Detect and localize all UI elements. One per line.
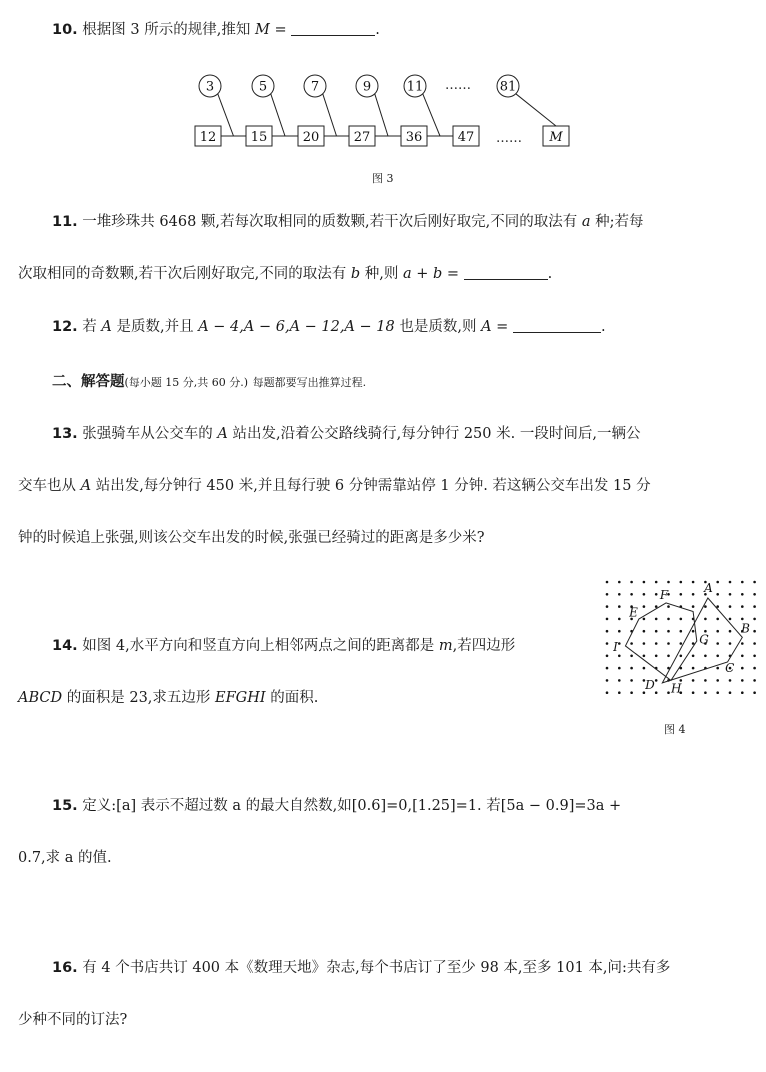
fig4-grid-dot bbox=[606, 630, 609, 633]
q13-text3: 钟的时候追上张强,则该公交车出发的时候,张强已经骑过的距离是多少米? bbox=[18, 530, 485, 546]
fig4-grid-dot bbox=[704, 679, 707, 682]
fig4-grid-dot bbox=[716, 618, 719, 621]
q12-A: A bbox=[101, 319, 112, 335]
fig4-grid-dot bbox=[692, 593, 695, 596]
fig3-circle-label: 5 bbox=[258, 79, 268, 95]
fig4-vertex-label: G bbox=[699, 632, 709, 647]
fig4-grid-dot bbox=[692, 679, 695, 682]
q12-end: . bbox=[600, 319, 606, 335]
fig4-grid-dot bbox=[753, 630, 756, 633]
fig4-grid-dot bbox=[643, 642, 646, 645]
fig3-square-label: 20 bbox=[302, 130, 320, 145]
q10-end: . bbox=[375, 22, 380, 38]
fig4-grid-dot bbox=[630, 593, 633, 596]
fig4-grid-dot bbox=[618, 691, 621, 694]
fig4-grid-dot bbox=[704, 691, 707, 694]
q12-eq: A = bbox=[481, 319, 509, 335]
q14-text1b: ,若四边形 bbox=[452, 638, 516, 654]
fig4-grid-dot bbox=[692, 581, 695, 584]
fig4-grid-dot bbox=[729, 642, 732, 645]
fig4-grid-dot bbox=[692, 691, 695, 694]
fig4-grid-dot bbox=[643, 630, 646, 633]
fig4-vertex-label: B bbox=[741, 621, 750, 636]
q13-A: A bbox=[217, 426, 228, 442]
q11-end: . bbox=[547, 266, 553, 282]
q12-line bbox=[52, 315, 606, 336]
fig4-grid-dot bbox=[741, 667, 744, 670]
q16-text1: 有 4 个书店共订 400 本《数理天地》杂志,每个书店订了至少 98 本,至多 101 本,问:共有多 bbox=[82, 960, 671, 976]
fig4-grid-dot bbox=[606, 642, 609, 645]
fig4-grid-dot bbox=[753, 679, 756, 682]
fig4-grid-dot bbox=[667, 618, 670, 621]
fig4-grid-dot bbox=[753, 581, 756, 584]
fig3-diagonal bbox=[271, 94, 285, 136]
section2-title: 二、解答题 bbox=[52, 373, 125, 390]
fig4-grid-dot bbox=[667, 605, 670, 608]
section2-note: (每小题 15 分,共 60 分.) bbox=[124, 376, 249, 389]
fig3-square-label: 27 bbox=[353, 130, 371, 145]
q14-line1 bbox=[52, 634, 515, 655]
q13-A2: A bbox=[80, 478, 92, 494]
fig4-grid-dot bbox=[618, 630, 621, 633]
fig4-grid-dot bbox=[704, 655, 707, 658]
fig4-grid-dot bbox=[655, 593, 658, 596]
q11-var-b: b bbox=[350, 266, 361, 282]
q13-text2a: 交车也从 bbox=[18, 478, 76, 494]
q11-line1 bbox=[52, 210, 644, 231]
fig4-grid-dot bbox=[643, 618, 646, 621]
q11-expr: a + b = bbox=[402, 266, 460, 282]
fig4-grid-dot bbox=[680, 618, 683, 621]
fig4-grid-dot bbox=[716, 691, 719, 694]
fig3-ellipsis-bottom: …… bbox=[496, 131, 522, 146]
fig3-diagonal bbox=[375, 94, 388, 136]
fig4-grid-dot bbox=[753, 642, 756, 645]
fig4-grid-dot bbox=[753, 605, 756, 608]
fig3-diagonal bbox=[516, 94, 556, 126]
fig4-grid-dot bbox=[753, 691, 756, 694]
fig4-grid-dot bbox=[618, 605, 621, 608]
fig4-grid-dot bbox=[630, 691, 633, 694]
fig4-grid-dot bbox=[618, 581, 621, 584]
fig4-grid-dot bbox=[753, 618, 756, 621]
q13-line3 bbox=[18, 526, 485, 547]
fig4-grid-dot bbox=[704, 605, 707, 608]
fig4-grid-dot bbox=[606, 679, 609, 682]
q10-eq: = bbox=[274, 22, 287, 38]
q10-line bbox=[52, 18, 380, 39]
fig4-grid-dot bbox=[716, 642, 719, 645]
q14-number: 14. bbox=[52, 638, 78, 654]
fig3-caption: 图 3 bbox=[372, 172, 394, 185]
fig4-grid-dot bbox=[667, 630, 670, 633]
q16-text2: 少种不同的订法? bbox=[18, 1012, 128, 1028]
q13-text1b: 站出发,沿着公交路线骑行,每分钟行 250 米. 一段时间后,一辆公 bbox=[232, 426, 641, 442]
fig4-grid-dot bbox=[655, 679, 658, 682]
fig4-grid-dot bbox=[741, 593, 744, 596]
fig4-grid-dot bbox=[630, 642, 633, 645]
fig4-grid-dot bbox=[729, 581, 732, 584]
q10-number: 10. bbox=[52, 22, 78, 38]
fig4-grid-dot bbox=[630, 655, 633, 658]
q14-m: m bbox=[438, 638, 453, 654]
q15-number: 15. bbox=[52, 798, 78, 814]
fig4-grid-dot bbox=[680, 593, 683, 596]
fig4-grid-dot bbox=[680, 630, 683, 633]
q15-line2 bbox=[18, 846, 112, 867]
fig4-grid-dot bbox=[643, 655, 646, 658]
fig4-grid-dot bbox=[741, 581, 744, 584]
q11-text1: 一堆珍珠共 6468 颗,若每次取相同的质数颗,若干次后刚好取完,不同的取法有 bbox=[82, 214, 578, 230]
fig3-circle-label: 11 bbox=[406, 79, 424, 95]
fig3-square-label: 47 bbox=[457, 130, 475, 145]
q11-answer-blank[interactable] bbox=[464, 265, 548, 280]
q16-line1 bbox=[52, 956, 670, 977]
fig4-grid-dot bbox=[753, 593, 756, 596]
fig3-square-label: M bbox=[549, 130, 563, 145]
fig4-grid-dot bbox=[729, 618, 732, 621]
fig4-grid-dot bbox=[741, 691, 744, 694]
fig3-circle-label: 7 bbox=[310, 79, 320, 95]
fig4-grid-dot bbox=[704, 618, 707, 621]
fig4-grid-dot bbox=[667, 691, 670, 694]
q13-number: 13. bbox=[52, 426, 78, 442]
fig4-grid-dot bbox=[692, 667, 695, 670]
q11-text2-mid: 种,则 bbox=[364, 266, 399, 282]
fig4-grid-dot bbox=[606, 691, 609, 694]
fig3-diagonal bbox=[323, 94, 337, 136]
fig3-circle-label: 9 bbox=[362, 79, 372, 95]
q12-p2: 是质数,并且 bbox=[116, 319, 194, 335]
fig4-grid-dot bbox=[716, 581, 719, 584]
q16-number: 16. bbox=[52, 960, 78, 976]
q15-text2: 0.7,求 a 的值. bbox=[18, 850, 112, 866]
fig4-grid-dot bbox=[716, 667, 719, 670]
figure-4 bbox=[600, 576, 760, 696]
q14-text2d: 的面积. bbox=[270, 690, 319, 706]
fig4-grid-dot bbox=[606, 593, 609, 596]
fig4-grid-dot bbox=[753, 655, 756, 658]
fig4-vertex-label: H bbox=[670, 681, 682, 696]
fig4-grid-dot bbox=[680, 642, 683, 645]
fig4-grid-dot bbox=[606, 667, 609, 670]
fig3-circle-label: 3 bbox=[205, 79, 215, 95]
fig4-grid-dot bbox=[729, 605, 732, 608]
q12-expr: A − 4,A − 6,A − 12,A − 18 bbox=[198, 319, 395, 335]
fig4-grid-dot bbox=[643, 667, 646, 670]
q14-abcd: ABCD bbox=[18, 690, 63, 706]
fig4-grid-dot bbox=[618, 593, 621, 596]
q14-line2 bbox=[18, 686, 318, 707]
fig4-grid-dot bbox=[643, 593, 646, 596]
q13-line1 bbox=[52, 422, 640, 443]
fig4-grid-dot bbox=[741, 679, 744, 682]
q11-text1-end: 种;若每 bbox=[595, 214, 644, 230]
fig4-grid-dot bbox=[618, 642, 621, 645]
q13-text1: 张强骑车从公交车的 bbox=[82, 426, 213, 442]
fig4-grid-dot bbox=[606, 605, 609, 608]
fig4-grid-dot bbox=[643, 605, 646, 608]
fig4-grid-dot bbox=[655, 642, 658, 645]
q10-answer-blank[interactable] bbox=[291, 21, 375, 36]
fig4-grid-dot bbox=[667, 581, 670, 584]
fig4-vertex-label: E bbox=[629, 605, 638, 620]
fig4-grid-dot bbox=[667, 655, 670, 658]
fig4-grid-dot bbox=[618, 618, 621, 621]
q12-answer-blank[interactable] bbox=[513, 318, 601, 333]
fig4-grid-dot bbox=[741, 655, 744, 658]
q12-p3: 也是质数,则 bbox=[399, 319, 477, 335]
fig4-grid-dot bbox=[630, 667, 633, 670]
fig3-square-label: 15 bbox=[250, 130, 268, 145]
fig3-circle-label: 81 bbox=[499, 79, 517, 95]
fig4-vertex-label: F bbox=[659, 588, 669, 603]
fig3-ellipsis-top: …… bbox=[445, 78, 471, 93]
fig3-square-label: 36 bbox=[405, 130, 423, 145]
fig4-grid-dot bbox=[655, 581, 658, 584]
fig4-grid-dot bbox=[655, 630, 658, 633]
fig4-grid-dot bbox=[741, 618, 744, 621]
fig4-grid-dot bbox=[692, 605, 695, 608]
q14-efghi: EFGHI bbox=[215, 690, 266, 706]
fig4-grid-dot bbox=[729, 593, 732, 596]
fig4-grid-dot bbox=[618, 667, 621, 670]
fig4-grid-dot bbox=[729, 630, 732, 633]
q13-text2b: 站出发,每分钟行 450 米,并且每行驶 6 分钟需靠站停 1 分钟. 若这辆公交车出发 15 分 bbox=[95, 478, 651, 494]
fig4-vertex-label: C bbox=[725, 660, 735, 675]
fig4-grid-dot bbox=[729, 679, 732, 682]
q12-p1: 若 bbox=[82, 319, 97, 335]
fig3-square-label: 12 bbox=[199, 130, 217, 145]
q14-text1: 如图 4,水平方向和竖直方向上相邻两点之间的距离都是 bbox=[82, 638, 435, 654]
fig4-vertex-label: I bbox=[613, 639, 618, 654]
fig4-grid-dot bbox=[655, 655, 658, 658]
fig4-grid-dot bbox=[618, 655, 621, 658]
fig4-grid-dot bbox=[716, 630, 719, 633]
fig4-grid-dot bbox=[655, 691, 658, 694]
fig4-grid-dot bbox=[643, 581, 646, 584]
q15-line1 bbox=[52, 794, 621, 815]
fig4-caption: 图 4 bbox=[664, 723, 686, 736]
q10-text: 根据图 3 所示的规律,推知 bbox=[82, 22, 251, 38]
fig4-grid-dot bbox=[716, 593, 719, 596]
fig4-grid-dot bbox=[606, 655, 609, 658]
q15-text1: 定义:[a] 表示不超过数 a 的最大自然数,如[0.6]=0,[1.25]=1. 若[5a − 0.9]=3a + bbox=[82, 798, 622, 814]
fig4-grid-dot bbox=[692, 630, 695, 633]
fig4-grid-dot bbox=[655, 605, 658, 608]
q11-number: 11. bbox=[52, 214, 78, 230]
q14-text2b: 的面积是 23,求五边形 bbox=[66, 690, 211, 706]
fig4-grid-dot bbox=[667, 642, 670, 645]
fig4-grid-dot bbox=[692, 655, 695, 658]
fig4-grid-dot bbox=[741, 642, 744, 645]
q12-number: 12. bbox=[52, 319, 78, 335]
fig4-grid-dot bbox=[680, 581, 683, 584]
fig4-grid-dot bbox=[729, 691, 732, 694]
q13-line2 bbox=[18, 474, 651, 495]
q11-var-a: a bbox=[581, 214, 591, 230]
fig4-vertex-label: D bbox=[645, 678, 655, 693]
q11-line2 bbox=[18, 262, 552, 283]
fig4-grid-dot bbox=[655, 618, 658, 621]
fig4-grid-dot bbox=[716, 655, 719, 658]
fig4-grid-dot bbox=[753, 667, 756, 670]
fig4-grid-dot bbox=[741, 605, 744, 608]
section2-instruction: 每题都要写出推算过程. bbox=[252, 376, 367, 389]
fig4-grid-dot bbox=[716, 679, 719, 682]
section2-header bbox=[52, 370, 366, 391]
fig4-grid-dot bbox=[630, 581, 633, 584]
q16-line2 bbox=[18, 1008, 127, 1029]
fig4-grid-dot bbox=[680, 655, 683, 658]
fig4-grid-dot bbox=[618, 679, 621, 682]
fig4-grid-dot bbox=[606, 581, 609, 584]
fig4-grid-dot bbox=[606, 618, 609, 621]
fig4-vertex-label: A bbox=[704, 580, 713, 595]
q10-var: M bbox=[254, 22, 270, 38]
q11-text2: 次取相同的奇数颗,若干次后刚好取完,不同的取法有 bbox=[18, 266, 347, 282]
fig4-grid-dot bbox=[630, 679, 633, 682]
